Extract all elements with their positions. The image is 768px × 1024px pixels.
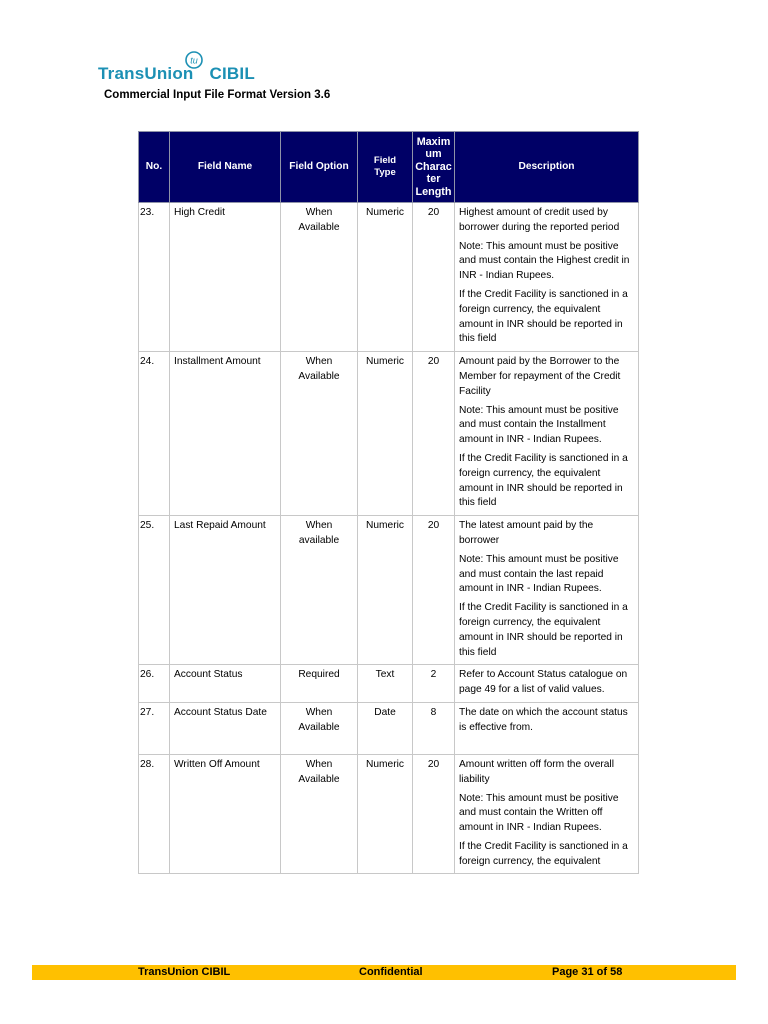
cell-field-option: When available (281, 516, 358, 665)
cell-field-option: When Available (281, 352, 358, 516)
description-paragraph: Note: This amount must be positive and must contain the Installment amount in INR - Indian Rupees. (459, 404, 619, 446)
cell-description (455, 203, 639, 352)
cell-field-name: Last Repaid Amount (170, 516, 281, 665)
cell-field-option: Required (281, 665, 358, 703)
page-footer (32, 965, 736, 980)
col-header-field-type-line: Field (373, 155, 397, 166)
cell-description (455, 352, 639, 516)
footer-company: TransUnion CIBIL (138, 966, 231, 978)
description-paragraph: Refer to Account Status catalogue on page 49 for a list of valid values. (459, 669, 628, 696)
cell-field-type: Date (358, 702, 413, 754)
document-title: Commercial Input File Format Version 3.6 (104, 89, 331, 101)
col-header-max-length-line: Charac (415, 160, 452, 173)
col-header-description: Description (455, 132, 639, 203)
field-spec-table (138, 131, 639, 874)
cell-field-option: When Available (281, 702, 358, 754)
cell-max-length: 20 (413, 516, 455, 665)
cell-field-name: Account Status (170, 665, 281, 703)
description-paragraph: Amount paid by the Borrower to the Member for repayment of the Credit Facility (459, 356, 621, 397)
cell-max-length: 20 (413, 352, 455, 516)
cell-field-name: Installment Amount (170, 352, 281, 516)
cell-field-type: Text (358, 665, 413, 703)
col-header-max-length-line: Maxim (416, 135, 451, 148)
description-paragraph: Note: This amount must be positive and must contain the last repaid amount in INR - Indian Rupees. (459, 553, 619, 595)
description-paragraph: If the Credit Facility is sanctioned in a foreign currency, the equivalent (459, 840, 628, 867)
cell-max-length: 8 (413, 702, 455, 754)
col-header-max-length (413, 132, 455, 203)
col-header-no: No. (139, 132, 170, 203)
table-row (139, 352, 639, 516)
cell-field-type: Numeric (358, 203, 413, 352)
cell-field-type: Numeric (358, 754, 413, 874)
table-row (139, 665, 639, 703)
description-paragraph: Amount written off form the overall liability (459, 758, 614, 785)
cell-no: 24. (139, 352, 170, 516)
cell-field-name: Written Off Amount (170, 754, 281, 874)
cell-no: 28. (139, 754, 170, 874)
logo-wordmark (98, 64, 255, 84)
cell-field-type: Numeric (358, 516, 413, 665)
table-row (139, 754, 639, 874)
description-paragraph: The latest amount paid by the borrower (459, 520, 594, 546)
footer-confidential: Confidential (359, 966, 423, 978)
cell-field-option: When Available (281, 754, 358, 874)
col-header-max-length-line: ter (426, 173, 441, 186)
table-row (139, 203, 639, 352)
description-paragraph: Note: This amount must be positive and must contain the Written off amount in INR - Indian Rupees. (459, 792, 619, 834)
cell-max-length: 2 (413, 665, 455, 703)
col-header-max-length-line: Length (415, 185, 452, 198)
cell-no: 23. (139, 203, 170, 352)
description-paragraph: If the Credit Facility is sanctioned in a foreign currency, the equivalent amount in INR should be reported in this field (459, 602, 628, 658)
col-header-field-type-line: Type (374, 167, 396, 178)
cell-max-length: 20 (413, 203, 455, 352)
col-header-field-type (358, 132, 413, 203)
logo-text-right: CIBIL (209, 64, 255, 83)
table-header-row (139, 132, 639, 203)
cell-description (455, 665, 639, 703)
col-header-field-option: Field Option (281, 132, 358, 203)
cell-no: 25. (139, 516, 170, 665)
cell-field-name: High Credit (170, 203, 281, 352)
description-paragraph: Note: This amount must be positive and must contain the Highest credit in INR - Indian Rupees. (459, 240, 630, 282)
cell-description (455, 702, 639, 754)
table-row (139, 516, 639, 665)
col-header-max-length-line: um (425, 148, 442, 161)
cell-field-option: When Available (281, 203, 358, 352)
description-paragraph: Highest amount of credit used by borrower during the reported period (459, 207, 620, 233)
svg-text:tu: tu (190, 55, 198, 66)
description-paragraph: The date on which the account status is effective from. (459, 706, 628, 733)
description-paragraph: If the Credit Facility is sanctioned in a foreign currency, the equivalent amount in INR should be reported in this field (459, 288, 628, 345)
cell-description (455, 516, 639, 665)
table-row (139, 702, 639, 754)
cell-field-type: Numeric (358, 352, 413, 516)
transunion-cibil-logo (98, 50, 268, 84)
logo-text-left: TransUnion (98, 64, 194, 83)
description-paragraph: If the Credit Facility is sanctioned in a foreign currency, the equivalent amount in INR should be reported in this field (459, 452, 628, 509)
footer-page-number: Page 31 of 58 (552, 966, 623, 978)
col-header-field-name: Field Name (170, 132, 281, 203)
cell-max-length: 20 (413, 754, 455, 874)
cell-no: 26. (139, 665, 170, 703)
cell-description (455, 754, 639, 874)
cell-no: 27. (139, 702, 170, 754)
cell-field-name: Account Status Date (170, 702, 281, 754)
